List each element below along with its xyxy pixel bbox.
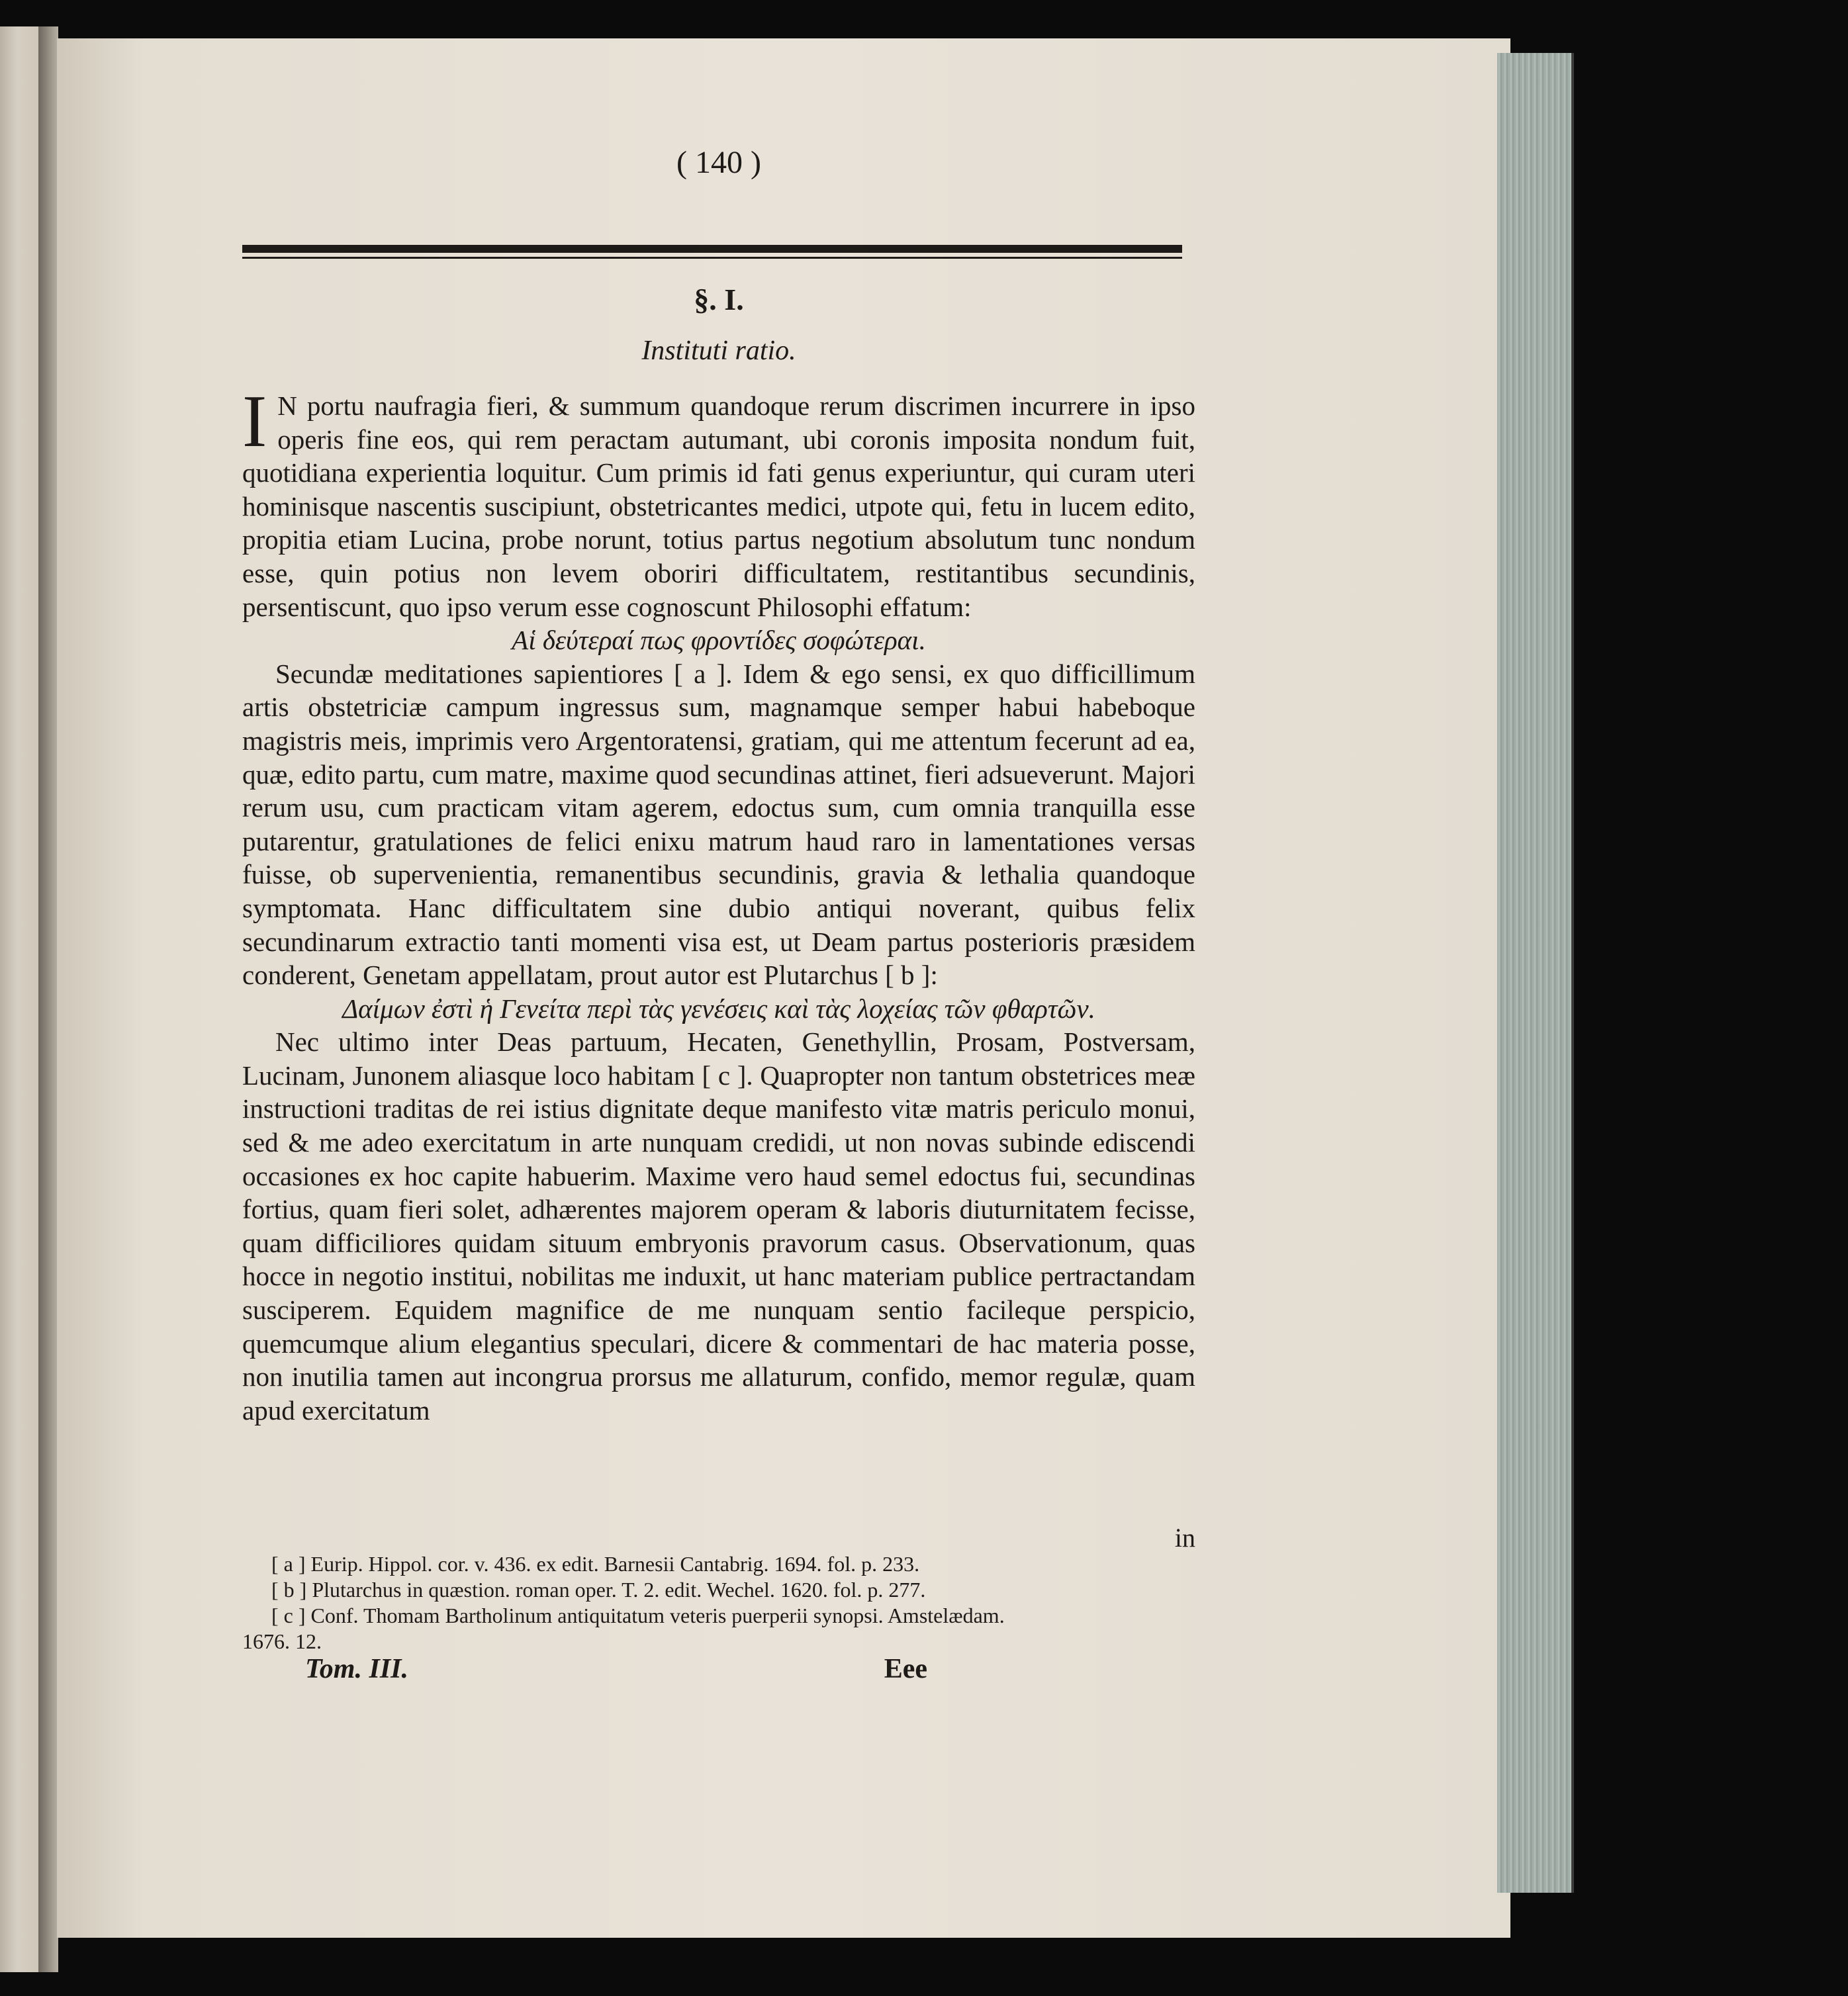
catchword: in xyxy=(1174,1523,1195,1553)
footnote-a: [ a ] Eurip. Hippol. cor. v. 436. ex edit. Barnesii Cantabrig. 1694. fol. p. 233. xyxy=(271,1552,920,1576)
section-mark: §. I. xyxy=(694,283,744,316)
book-page xyxy=(57,38,1510,1938)
section-title: Instituti ratio. xyxy=(641,336,796,366)
footnote-c: [ c ] Conf. Thomam Bartholinum antiquitatum veteris puerperii synopsi. Amstelædam. xyxy=(271,1604,1005,1627)
printer-signature: Eee xyxy=(884,1654,927,1684)
paragraph-2: Secundæ meditationes sapientiores [ a ]. Idem & ego sensi, ex quo difficillimum artis obstetriciæ campum ingressus sum, magnamque semper habui habeboque magistris meis, imprimis vero Argentoratensi, gratiam, qui me attentum fecerunt ad ea, quæ, edito partu, cum matre, maxime quod secundinas attinet, fieri adsueverunt. Majori rerum usu, cum practicam vitam agerem, edoctus sum, cum omnia tranquilla esse putarentur, gratulationes de felici enixu matrum haud raro in lamentationes versas fuisse, ob supervenientia, remanentibus secundinis, gravia & lethalia quandoque symptomata. Hanc difficultatem sine dubio antiqui noverant, quibus felix secundinarum extractio tanti momenti visa est, ut Deam partus posterioris præsidem conderent, Genetam appellatam, prout autor est Plutarchus [ b ]: xyxy=(242,658,1195,991)
paragraph-3: Nec ultimo inter Deas partuum, Hecaten, Genethyllin, Prosam, Postversam, Lucinam, Junonem aliasque loco habitam [ c ]. Quapropter non tantum obstetrices meæ instructioni traditas de rei istius dignitate deque manifesto vitæ matris periculo monui, sed & me adeo exercitatum in arte nunquam credidi, ut non novas subinde ediscendi occasiones ex hoc capite habuerim. Maxime vero haud semel edoctus fui, secundinas fortius, quam fieri solet, adhærentes majorem operam & laboris diuturnitatem fecisse, quam difficiliores quidam situum embryonis pravorum casus. Observationum, quas hocce in negotio institui, nobilitas me induxit, ut hanc materiam publice pertractandam susciperem. Equidem magnifice de me nunquam sentio facileque perspicio, quemcumque alium elegantius speculari, dicere & commentari de hac materia posse, non inutilia tamen aut incongrua prorsus me allaturum, confido, memor regulæ, quam apud exercitatum xyxy=(242,1026,1195,1426)
book-gutter xyxy=(38,26,58,1972)
greek-quote-2: Δαίμων ἐστὶ ἡ Γενείτα περὶ τὰς γενέσεις καὶ τὰς λοχείας τῶν φθαρτῶν. xyxy=(342,993,1095,1024)
body-text xyxy=(242,381,1195,1427)
page-number: ( 140 ) xyxy=(676,145,761,180)
paragraph-1 xyxy=(242,381,1195,623)
header-rule-thick xyxy=(242,245,1182,253)
page-block-edge xyxy=(1497,53,1574,1893)
paragraph-1-text: N portu naufragia fieri, & summum quandoque rerum discrimen incurrere in ipso operis fine eos, qui rem peractam autumant, ubi coronis imposita nondum fuit, quotidiana experientia loquitur. Cum primis id fati genus experiuntur, qui curam uteri hominisque nascentis suscipiunt, obstetricantes medici, utpote qui, fetu in lucem edito, propitia etiam Lucina, probe norunt, totius partus negotium absolutum tunc nondum esse, quin potius non levem oboriri difficultatem, restitantibus secundinis, persentiscunt, quo ipso verum esse cognoscunt Philosophi effatum: xyxy=(242,390,1195,622)
footnotes xyxy=(242,1551,1195,1655)
volume-mark: Tom. III. xyxy=(305,1654,409,1684)
greek-quote: Αἱ δεύτεραί πως φροντίδες σοφώτεραι. xyxy=(512,625,926,656)
footnote-b: [ b ] Plutarchus in quæstion. roman oper. T. 2. edit. Wechel. 1620. fol. p. 277. xyxy=(271,1578,926,1602)
header-rule-thin xyxy=(242,257,1182,259)
drop-cap: I xyxy=(242,381,267,463)
footnote-c-continued: 1676. 12. xyxy=(242,1629,322,1653)
left-page-edge xyxy=(0,26,38,1972)
